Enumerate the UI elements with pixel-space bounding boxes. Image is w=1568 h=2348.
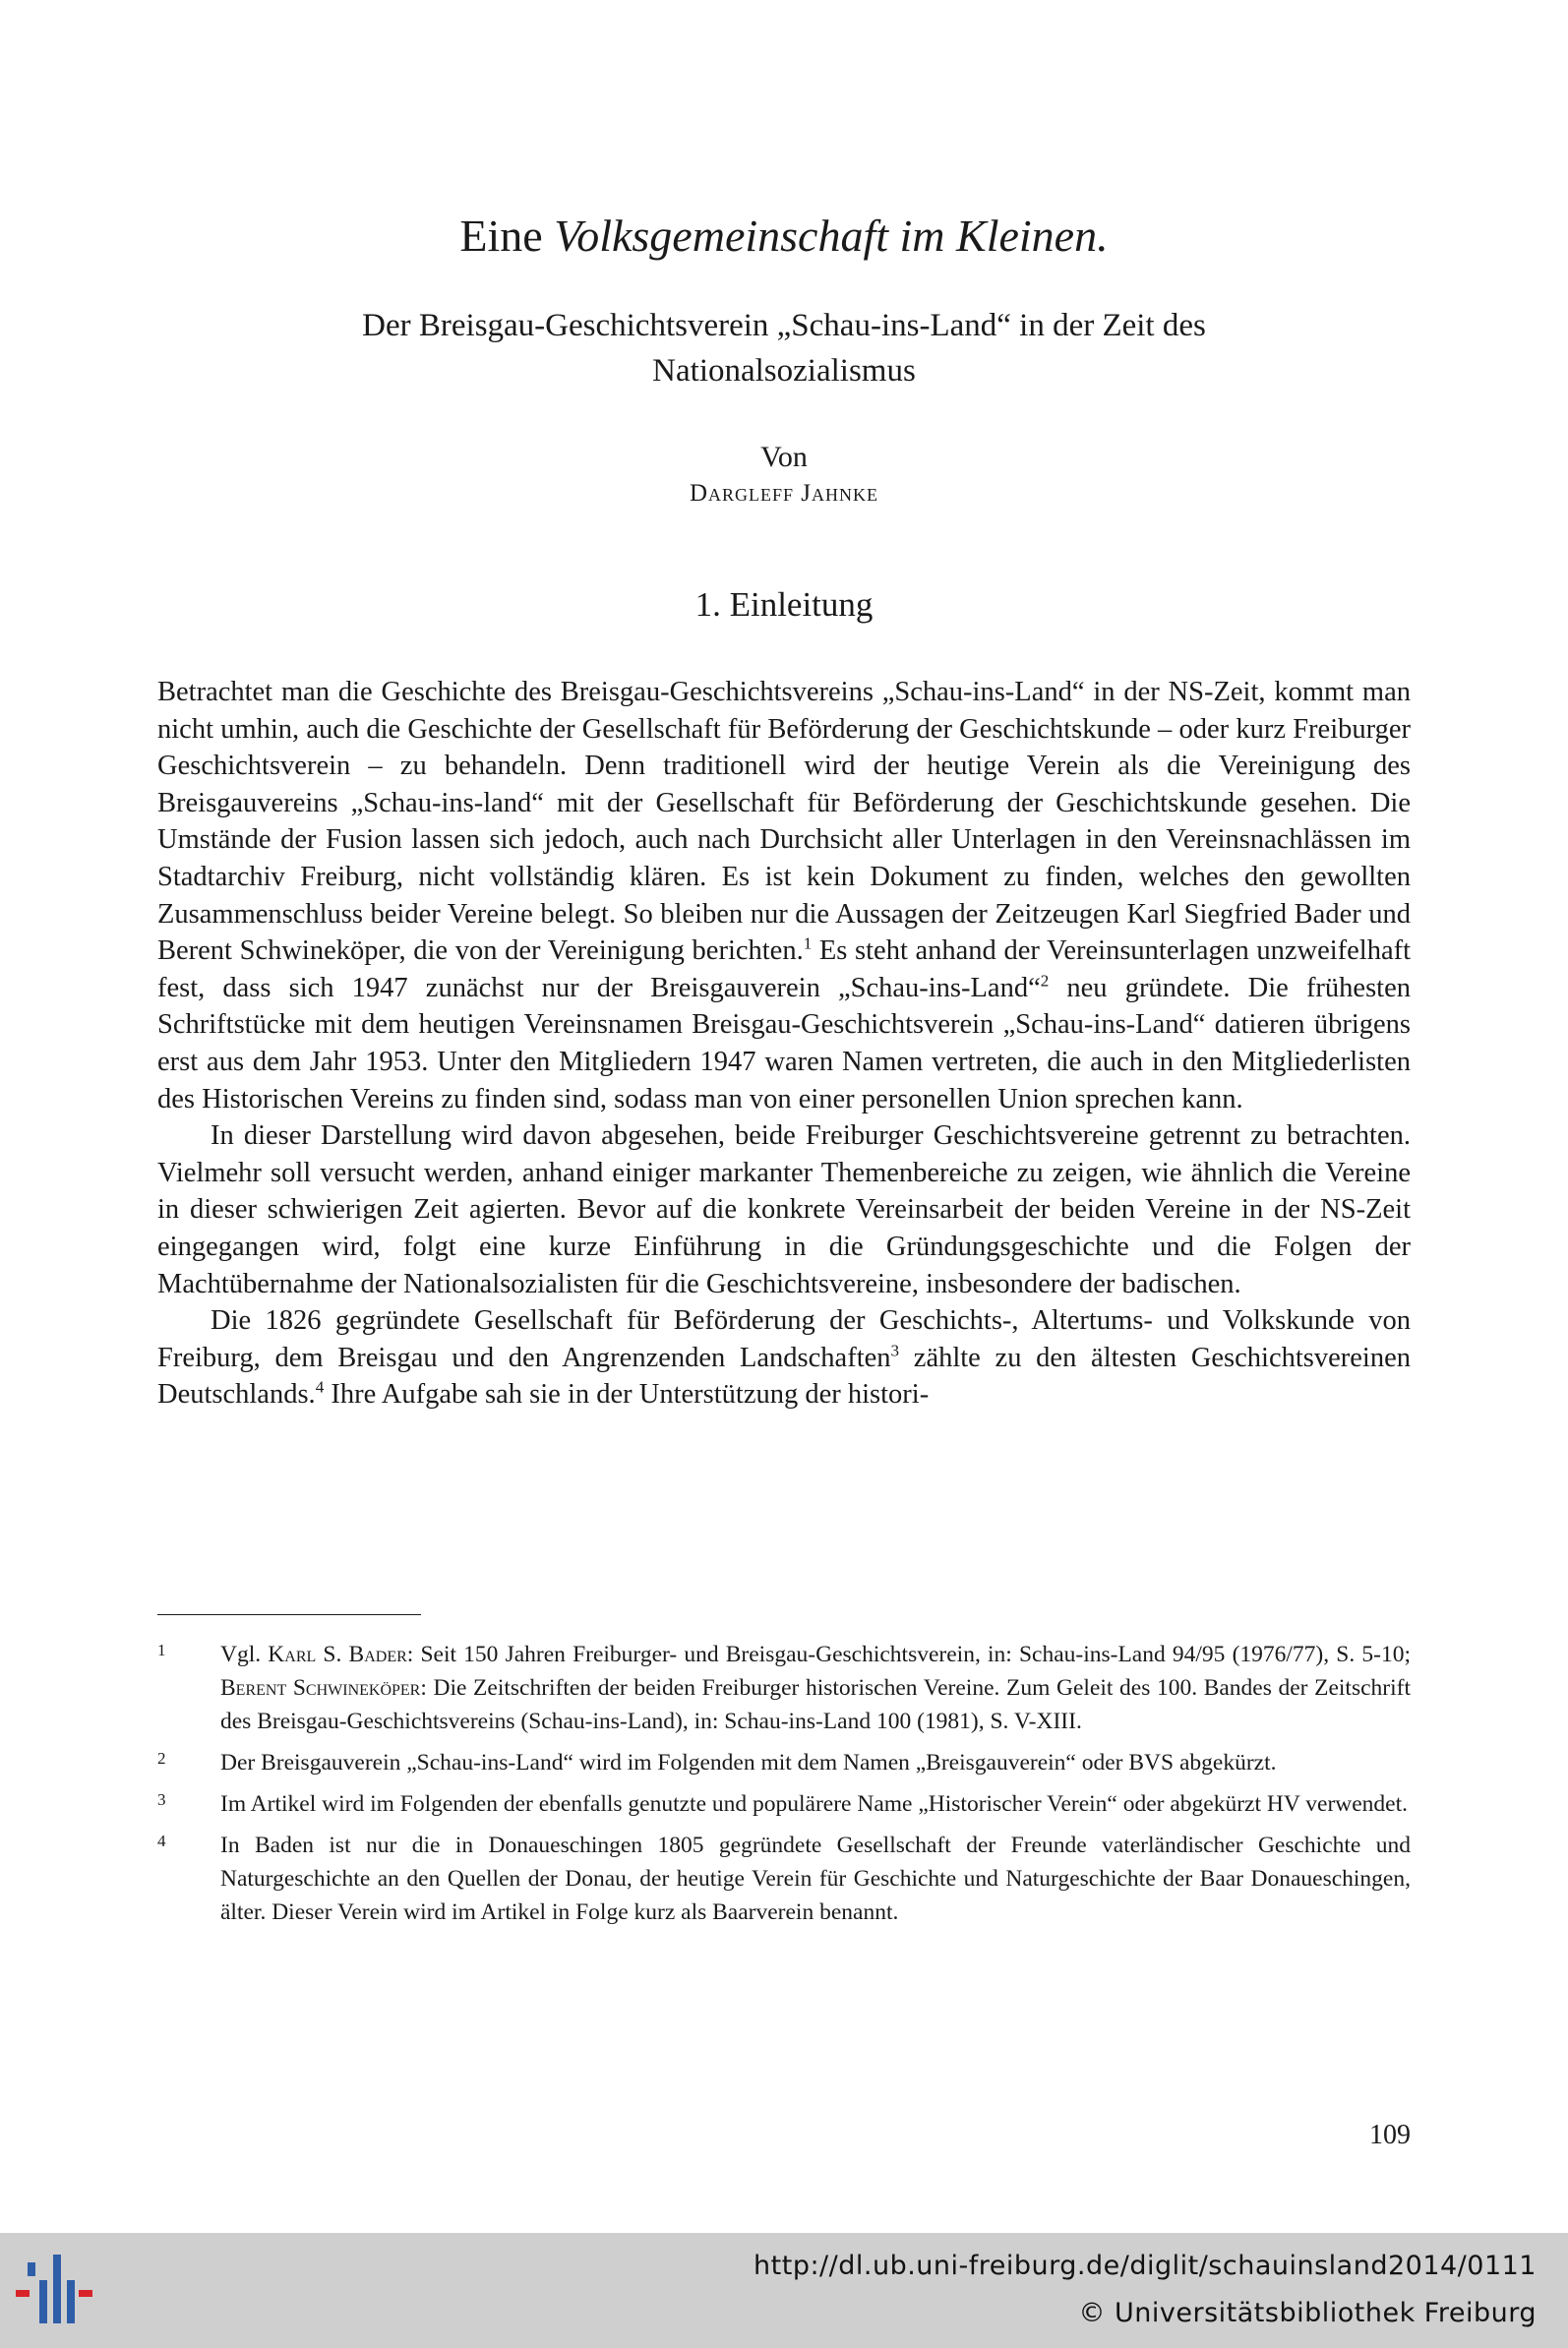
footnote-text: Im Artikel wird im Folgenden der ebenfalls genutzte und populärere Name „Historischer Verein“ oder abgekürzt HV verwendet.	[220, 1791, 1409, 1817]
footnote-divider	[157, 1614, 421, 1615]
ub-freiburg-logo-icon[interactable]	[14, 2247, 102, 2335]
footnote-ref-3[interactable]: 3	[890, 1341, 900, 1360]
footnote-1	[157, 1638, 1411, 1738]
footnote-3	[157, 1787, 1411, 1821]
footnote-2	[157, 1746, 1411, 1779]
footnote-text: Der Breisgauverein „Schau-ins-Land“ wird im Folgenden mit dem Namen „Breisgauverein“ oder BVS abgekürzt.	[220, 1750, 1277, 1776]
footnote-number: 2	[157, 1749, 166, 1768]
author-karl-bader: Karl S. Bader	[268, 1642, 407, 1667]
logo-bar-left-top	[28, 2262, 35, 2276]
logo-bar-right	[67, 2280, 75, 2323]
section-heading: 1. Einleitung	[694, 585, 874, 624]
footnote-text: Vgl. Karl S. Bader: Seit 150 Jahren Freiburger- und Breisgau-Geschichtsverein, in: Schau-ins-Land 94/95 (1976/77), S. 5-10; Berent Schwineköper: Die Zeitschriften der beiden Freiburger historischen Vereine. Zum Geleit des 100. Bandes der Zeitschrift des Breisgau-Geschichtsvereins (Schau-ins-Land), in: Schau-ins-Land 100 (1981), S. V-XIII.	[220, 1642, 1411, 1734]
byline: Von	[760, 441, 808, 473]
footnote-ref-4[interactable]: 4	[315, 1377, 325, 1397]
logo-bar-center	[53, 2255, 61, 2323]
logo-dash-right	[79, 2290, 92, 2297]
paragraph-2: In dieser Darstellung wird davon abgesehen, beide Freiburger Geschichtsvereine getrennt zu betrachten. Vielmehr soll versucht werden, anhand einiger markanter Themenbereiche zu zeigen, wie ähnlich die Vereine in dieser schwierigen Zeit agierten. Bevor auf die konkrete Vereinsarbeit der beiden Vereine in der NS-Zeit eingegangen wird, folgt eine kurze Einführung in die Gründungsgeschichte und die Folgen der Machtübernahme der Nationalsozialisten für die Geschichtsvereine, insbesondere der badischen.	[157, 1120, 1411, 1299]
footnote-4	[157, 1829, 1411, 1929]
article-subtitle: Der Breisgau-Geschichtsverein „Schau-ins-Land“ in der Zeit des Nationalsozialismus	[362, 308, 1206, 389]
title-prefix: Eine	[459, 211, 555, 261]
footnote-number: 3	[157, 1790, 166, 1809]
source-url-link[interactable]: http://dl.ub.uni-freiburg.de/diglit/schauinsland2014/0111	[754, 2251, 1537, 2281]
paragraph-1: Betrachtet man die Geschichte des Breisgau-Geschichtsvereins „Schau-ins-Land“ in der NS-Zeit, kommt man nicht umhin, auch die Geschichte der Gesellschaft für Beförderung der Geschichtskunde – oder kurz Freiburger Geschichtsverein – zu behandeln. Denn traditionell wird der heutige Verein als die Vereinigung des Breisgauvereins „Schau-ins-land“ mit der Gesellschaft für Beförderung der Geschichtskunde gesehen. Die Umstände der Fusion lassen sich jedoch, auch nach Durchsicht aller Unterlagen in den Vereinsnachlässen im Stadtarchiv Freiburg, nicht vollständig klären. Es ist kein Dokument zu finden, welches den gewollten Zusammenschluss beider Vereine belegt. So bleiben nur die Aussagen der Zeitzeugen Karl Siegfried Bader und Berent Schwineköper, die von der Vereinigung berichten.$^1$ Es steht anhand der Vereinsunterlagen unzweifelhaft fest, dass sich 1947 zunächst nur der Breisgauverein „Schau-ins-Land“$^2$ neu gründete. Die frühesten Schriftstücke mit dem heutigen Vereinsnamen Breisgau-Geschichtsverein „Schau-ins-Land“ datieren übrigens erst aus dem Jahr 1953. Unter den Mitgliedern 1947 waren Namen vertreten, die auch in den Mitgliederlisten des Historischen Vereins zu finden sind, sodass man von einer personellen Union sprechen kann.	[157, 677, 1412, 1114]
library-footer-bar	[0, 2233, 1568, 2348]
copyright-notice: © Universitätsbibliothek Freiburg	[1078, 2298, 1537, 2328]
body-text	[157, 674, 1411, 1414]
article-title	[0, 209, 1568, 264]
footnote-ref-1[interactable]: 1	[803, 933, 813, 953]
author-berent-schwinekoeper: Berent Schwineköper	[220, 1675, 421, 1701]
page-number: 109	[1369, 2120, 1411, 2150]
footnote-number: 4	[157, 1832, 166, 1850]
logo-dash-left	[16, 2290, 30, 2297]
footnote-text: In Baden ist nur die in Donaueschingen 1805 gegründete Gesellschaft der Freunde vaterländischer Geschichte und Naturgeschichte an den Quellen der Donau, der heutige Verein für Geschichte und Naturgeschichte der Baar Donaueschingen, älter. Dieser Verein wird im Artikel in Folge kurz als Baarverein benannt.	[220, 1833, 1411, 1925]
author-name: Dargleff Jahnke	[689, 480, 879, 507]
logo-bar-left	[39, 2280, 47, 2323]
title-italic: Volksgemeinschaft im Kleinen.	[554, 211, 1109, 261]
paragraph-3: Die 1826 gegründete Gesellschaft für Beförderung der Geschichts-, Altertums- und Volkskunde von Freiburg, dem Breisgau und den Angrenzenden Landschaften$^3$ zählte zu den ältesten Geschichtsvereinen Deutschlands.$^4$ Ihre Aufgabe sah sie in der Unterstützung der histori-	[157, 1305, 1411, 1411]
footnote-number: 1	[157, 1641, 166, 1659]
footnote-ref-2[interactable]: 2	[1040, 971, 1050, 991]
footnotes	[157, 1638, 1411, 1937]
